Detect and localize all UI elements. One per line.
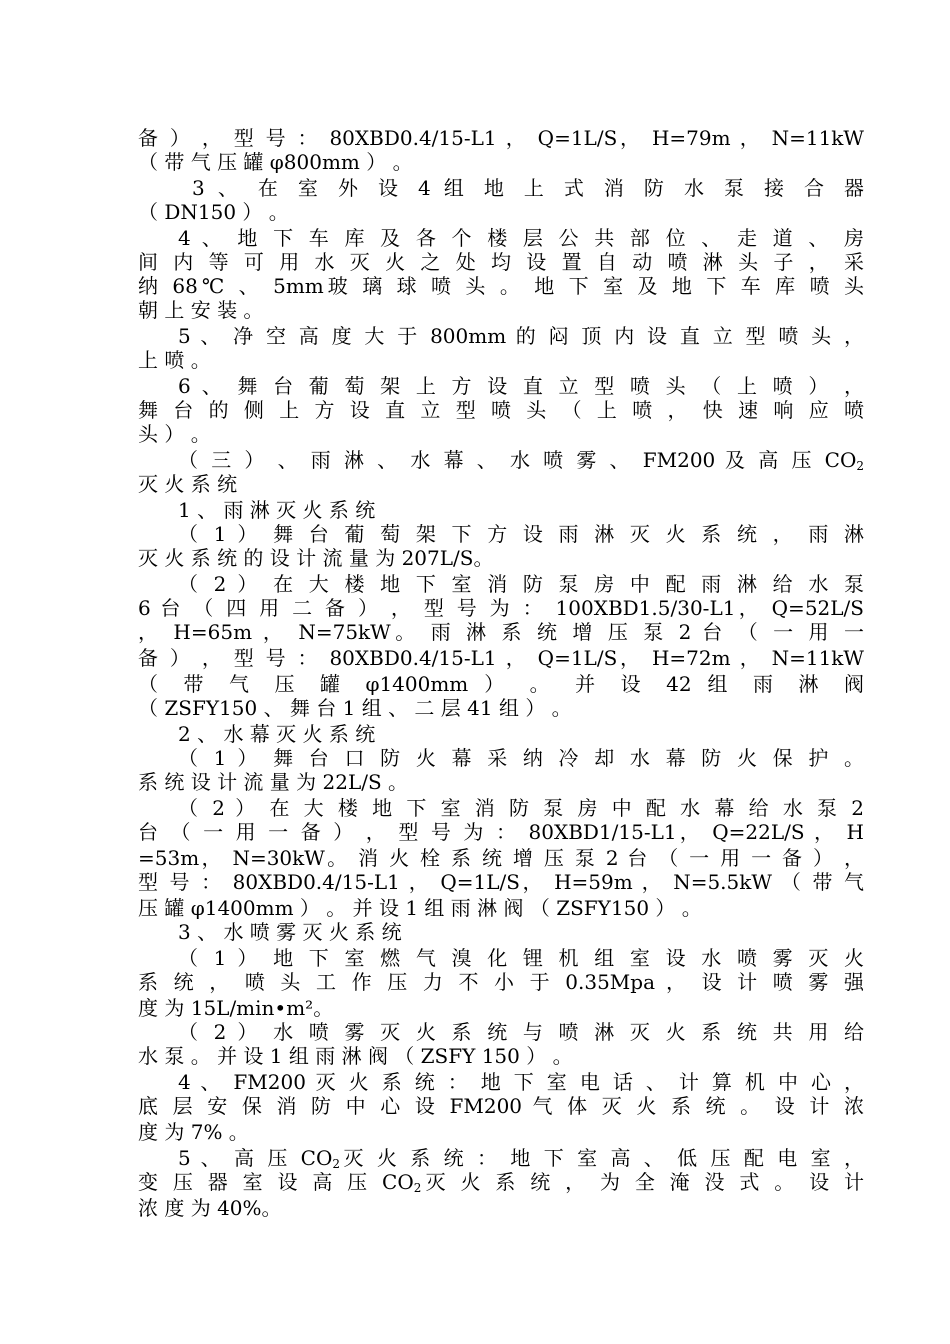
- subsection-heading: 3 、 水 喷 雾 灭 火 系 统: [178, 920, 402, 944]
- text-line: （ 2 ） 水 喷 雾 灭 火 系 统 与 喷 淋 灭 火 系 统 共 用 给: [178, 1020, 864, 1044]
- text-line: 纳 68℃ 、 5mm玻 璃 球 喷 头 。 地 下 室 及 地 下 车 库 喷 头: [138, 274, 864, 298]
- text-line: 底 层 安 保 消 防 中 心 设 FM200 气 体 灭 火 系 统 。 设 计 浓: [138, 1094, 864, 1118]
- heading-text: （ 三 ） 、 雨 淋 、 水 幕 、 水 喷 雾 、 FM200 及 高 压 CO: [178, 448, 857, 472]
- subscript-2: 2: [413, 1181, 422, 1195]
- text-line: （ 带 气 压 罐 φ800mm ） 。: [138, 150, 413, 174]
- text-line: 朝 上 安 装 。: [138, 298, 264, 322]
- subsection-heading: 2 、 水 幕 灭 火 系 统: [178, 722, 376, 746]
- text-line: 5 、 净 空 高 度 大 于 800mm 的 闷 顶 内 设 直 立 型 喷 头 ，: [178, 324, 864, 348]
- text-line: （ DN150 ） 。: [138, 200, 289, 224]
- text-line: 头 ） 。: [138, 422, 211, 446]
- text-line: 灭 火 系 统: [138, 472, 238, 496]
- text-line: 度 为 15L/min•m²。: [138, 996, 334, 1020]
- text-line: （ 2 ） 在 大 楼 地 下 室 消 防 泵 房 中 配 雨 淋 给 水 泵: [178, 572, 864, 596]
- text-line-co2: [178, 1146, 864, 1170]
- text-line: 系 统 ， 喷 头 工 作 压 力 不 小 于 0.35Mpa ， 设 计 喷 雾 强: [138, 970, 864, 994]
- text-segment: 变 压 器 室 设 高 压 CO: [138, 1170, 414, 1194]
- text-line: =53m， N=30kW。 消 火 栓 系 统 增 压 泵 2 台 （ 一 用 一 备 ） ，: [138, 846, 864, 870]
- text-line: 备 ） ， 型 号 ： 80XBD0.4/15-L1 ， Q=1L/S， H=79m ， N=11kW: [138, 126, 864, 150]
- text-line: （ 1 ） 舞 台 葡 萄 架 下 方 设 雨 淋 灭 火 系 统 ， 雨 淋: [178, 522, 864, 546]
- text-line: 6 台 （ 四 用 二 备 ） ， 型 号 为 ： 100XBD1.5/30-L1， Q=52L/S: [138, 596, 864, 620]
- text-line-co2: [138, 1170, 864, 1194]
- text-line: 6 、 舞 台 葡 萄 架 上 方 设 直 立 型 喷 头 （ 上 喷 ） ，: [178, 374, 864, 398]
- text-segment: 5 、 高 压 CO: [178, 1146, 333, 1170]
- text-line: 浓 度 为 40%。: [138, 1196, 282, 1220]
- text-line: 型 号 ： 80XBD0.4/15-L1 ， Q=1L/S， H=59m ， N=5.5kW （ 带 气: [138, 870, 864, 894]
- section-heading-line: [178, 448, 864, 472]
- text-line: 台 （ 一 用 一 备 ） ， 型 号 为 ： 80XBD1/15-L1， Q=22L/S ， H: [138, 820, 864, 844]
- text-line: （ 1 ） 地 下 室 燃 气 溴 化 锂 机 组 室 设 水 喷 雾 灭 火: [178, 946, 864, 970]
- text-line: （ 2 ） 在 大 楼 地 下 室 消 防 泵 房 中 配 水 幕 给 水 泵 2: [178, 796, 864, 820]
- text-segment: 灭 火 系 统 ， 为 全 淹 没 式 。 设 计: [421, 1170, 864, 1194]
- text-segment: 灭 火 系 统 ： 地 下 室 高 、 低 压 配 电 室 ，: [340, 1146, 864, 1170]
- subscript-2: 2: [856, 459, 864, 473]
- subscript-2: 2: [332, 1157, 341, 1171]
- text-line: （ ZSFY150 、 舞 台 1 组 、 二 层 41 组 ） 。: [138, 696, 572, 720]
- text-line: （ 带 气 压 罐 φ1400mm ） 。 并 设 42 组 雨 淋 阀: [138, 672, 864, 696]
- text-line: 3 、 在 室 外 设 4 组 地 上 式 消 防 水 泵 接 合 器: [192, 176, 864, 200]
- text-line: 度 为 7% 。: [138, 1120, 249, 1144]
- subsection-heading: 1 、 雨 淋 灭 火 系 统: [178, 498, 376, 522]
- text-line: 压 罐 φ1400mm ） 。 并 设 1 组 雨 淋 阀 （ ZSFY150 ） 。: [138, 896, 702, 920]
- text-line: 4 、 FM200 灭 火 系 统 ： 地 下 室 电 话 、 计 算 机 中 心 ，: [178, 1070, 864, 1094]
- text-line: 水 泵 。 并 设 1 组 雨 淋 阀 （ ZSFY 150 ） 。: [138, 1044, 573, 1068]
- text-line: 备 ） ， 型 号 ： 80XBD0.4/15-L1 ， Q=1L/S， H=72m ， N=11kW: [138, 646, 864, 670]
- text-line: 间 内 等 可 用 水 灭 火 之 处 均 设 置 自 动 喷 淋 头 子 ， 采: [138, 250, 864, 274]
- text-line: ， H=65m ， N=75kW。 雨 淋 系 统 增 压 泵 2 台 （ 一 用 一: [138, 620, 864, 644]
- text-line: 上 喷 。: [138, 348, 211, 372]
- text-line: 4 、 地 下 车 库 及 各 个 楼 层 公 共 部 位 、 走 道 、 房: [178, 226, 864, 250]
- text-line: （ 1 ） 舞 台 口 防 火 幕 采 纳 冷 却 水 幕 防 火 保 护 。: [178, 746, 864, 770]
- text-line: 灭 火 系 统 的 设 计 流 量 为 207L/S。: [138, 546, 494, 570]
- text-line: 舞 台 的 侧 上 方 设 直 立 型 喷 头 （ 上 喷 ， 快 速 响 应 喷: [138, 398, 864, 422]
- text-line: 系 统 设 计 流 量 为 22L/S 。: [138, 770, 409, 794]
